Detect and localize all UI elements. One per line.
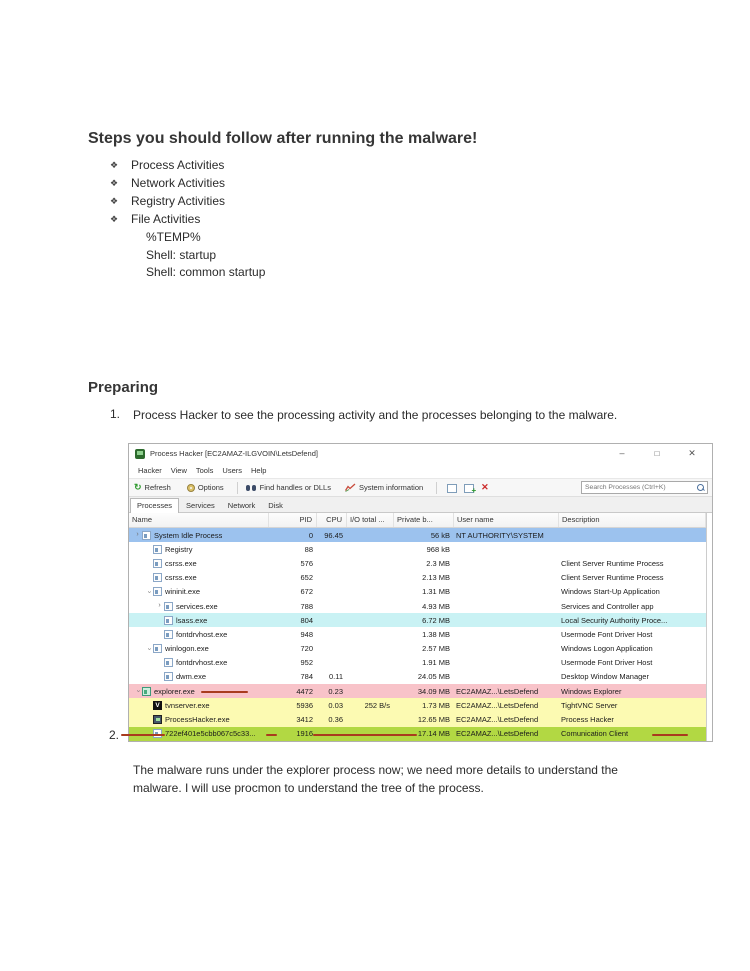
tab-services[interactable]: Services — [186, 501, 215, 510]
find-handles-button[interactable] — [246, 483, 331, 492]
process-hacker-window — [128, 443, 713, 742]
vnc-process-icon: V — [153, 701, 162, 710]
process-table — [129, 513, 706, 741]
process-name: tvnserver.exe — [165, 700, 210, 710]
menu-bar — [129, 463, 712, 478]
sub-item: Shell: startup — [146, 247, 217, 262]
process-row[interactable] — [129, 585, 706, 599]
refresh-label: Refresh — [144, 483, 171, 492]
section-heading: Preparing — [88, 379, 159, 396]
description-cell: Comunication Client — [561, 729, 629, 739]
private-bytes-cell: 2.3 MB — [426, 558, 450, 568]
tab-processes[interactable]: Processes — [130, 498, 179, 513]
system-information-label: System information — [358, 483, 424, 492]
name-cell — [129, 545, 269, 554]
description-cell: Windows Logon Application — [561, 644, 653, 654]
process-row[interactable] — [129, 599, 706, 613]
private-bytes-cell: 2.57 MB — [422, 644, 450, 654]
window-title: Process Hacker [EC2AMAZ-ILGVOIN\LetsDefend] — [150, 449, 318, 458]
sub-item: Shell: common startup — [146, 265, 266, 280]
red-annotation-line — [652, 734, 688, 736]
process-row[interactable] — [129, 727, 706, 741]
pid-cell: 88 — [304, 544, 313, 554]
bullet-label: Process Activities — [131, 158, 225, 172]
tab-bar — [129, 497, 712, 513]
process-name: csrss.exe — [165, 558, 197, 568]
bullet-label: File Activities — [131, 212, 201, 226]
menu-item-view[interactable]: View — [170, 466, 187, 475]
user-name-cell: EC2AMAZ...\LetsDefend — [456, 729, 539, 739]
process-name: dwm.exe — [176, 672, 207, 682]
graph-icon — [345, 483, 356, 492]
refresh-icon: ↻ — [134, 482, 142, 492]
menu-item-users[interactable]: Users — [222, 466, 242, 475]
process-row[interactable] — [129, 698, 706, 712]
menu-item-hacker[interactable]: Hacker — [138, 466, 162, 475]
scrollbar-gutter[interactable] — [706, 513, 712, 741]
generic-process-icon — [153, 587, 162, 596]
name-cell — [129, 644, 269, 653]
process-name: wininit.exe — [165, 587, 201, 597]
cpu-cell: 0.03 — [328, 700, 343, 710]
name-cell — [129, 573, 269, 582]
pid-cell: 1916 — [296, 729, 313, 739]
name-cell — [129, 559, 269, 568]
process-row[interactable] — [129, 571, 706, 585]
name-cell — [129, 701, 269, 710]
diamond-bullet-icon: ❖ — [110, 195, 119, 206]
private-bytes-cell: 12.65 MB — [417, 715, 450, 725]
search-icon — [696, 483, 705, 492]
refresh-button[interactable] — [134, 483, 171, 492]
process-name: Registry — [165, 544, 193, 554]
description-cell: Windows Start-Up Application — [561, 587, 660, 597]
generic-process-icon — [142, 531, 151, 540]
description-cell: Usermode Font Driver Host — [561, 629, 653, 639]
generic-process-icon — [153, 559, 162, 568]
process-name: ProcessHacker.exe — [165, 715, 230, 725]
generic-process-icon — [153, 545, 162, 554]
binoculars-icon — [246, 485, 257, 491]
pid-cell: 952 — [300, 658, 313, 668]
description-cell: Services and Controller app — [561, 601, 654, 611]
tab-disk[interactable]: Disk — [268, 501, 283, 510]
red-x-button[interactable]: ✕ — [481, 482, 489, 492]
process-name: explorer.exe — [154, 686, 195, 696]
bullet-list — [106, 156, 225, 228]
process-row[interactable] — [129, 627, 706, 641]
tab-network[interactable]: Network — [227, 501, 256, 510]
process-row[interactable] — [129, 528, 706, 542]
collapse-icon[interactable]: › — [134, 689, 142, 693]
options-button[interactable] — [187, 483, 224, 492]
options-label: Options — [197, 483, 224, 492]
process-name: services.exe — [176, 601, 218, 611]
description-cell: Client Server Runtime Process — [561, 573, 664, 583]
generic-process-icon — [164, 658, 173, 667]
column-header-name[interactable]: Name — [129, 513, 269, 527]
red-annotation-line — [266, 734, 277, 736]
pid-cell: 672 — [300, 587, 313, 597]
private-bytes-cell: 4.93 MB — [422, 601, 450, 611]
close-button[interactable]: ✕ — [688, 448, 696, 458]
menu-item-tools[interactable]: Tools — [195, 466, 214, 475]
description-cell: TightVNC Server — [561, 700, 618, 710]
process-name: fontdrvhost.exe — [176, 629, 228, 639]
bullet-item — [106, 174, 225, 192]
toolbar-separator — [436, 482, 437, 494]
gear-icon — [187, 484, 195, 492]
toolbar — [129, 478, 712, 497]
private-bytes-cell: 1.38 MB — [422, 629, 450, 639]
expand-icon[interactable]: › — [158, 602, 161, 610]
pid-cell: 720 — [300, 644, 313, 654]
process-row[interactable] — [129, 670, 706, 684]
collapse-icon[interactable]: › — [145, 647, 153, 650]
process-name: csrss.exe — [165, 573, 197, 583]
generic-process-icon — [164, 616, 173, 625]
window-outline-button[interactable] — [446, 483, 457, 493]
table-header — [129, 513, 706, 528]
sub-item-list — [146, 229, 265, 282]
private-bytes-cell: 17.14 MB — [417, 729, 450, 739]
search-box — [581, 481, 708, 494]
toolbar-separator — [237, 482, 238, 494]
pid-cell: 948 — [300, 629, 313, 639]
cpu-cell: 96.45 — [324, 530, 343, 540]
red-annotation-line — [313, 734, 417, 736]
private-bytes-cell: 2.13 MB — [422, 573, 450, 583]
description-cell: Windows Explorer — [561, 686, 622, 696]
column-header-user-name[interactable]: User name — [454, 513, 559, 527]
pid-cell: 5936 — [296, 700, 313, 710]
list-number-1: 1. — [110, 407, 121, 421]
diamond-bullet-icon: ❖ — [110, 213, 119, 224]
user-name-cell: NT AUTHORITY\SYSTEM — [456, 530, 544, 540]
generic-process-icon — [164, 630, 173, 639]
io-cell: 252 B/s — [364, 700, 390, 710]
expand-icon[interactable]: › — [136, 531, 139, 539]
name-cell — [129, 616, 269, 625]
closing-paragraph: The malware runs under the explorer process now; we need more details to understand the malware. I will use procmon to understand the tree of the process. — [133, 763, 618, 795]
column-header-description[interactable]: Description — [559, 513, 706, 527]
title-bar — [129, 444, 712, 463]
cpu-cell: 0.36 — [328, 715, 343, 725]
description-cell: Local Security Authority Proce... — [561, 615, 668, 625]
step1-text: Process Hacker to see the processing activity and the processes belonging to the malware. — [133, 408, 618, 422]
column-header-pid[interactable]: PID — [269, 513, 317, 527]
name-cell — [129, 587, 269, 596]
process-row[interactable] — [129, 542, 706, 556]
name-cell — [129, 672, 269, 681]
process-name: System Idle Process — [154, 530, 223, 540]
name-cell — [129, 630, 269, 639]
private-bytes-cell: 1.91 MB — [422, 658, 450, 668]
column-header-i-o-total-[interactable]: I/O total ... — [347, 513, 394, 527]
name-cell — [129, 715, 269, 724]
process-name: fontdrvhost.exe — [176, 658, 228, 668]
pid-cell: 784 — [300, 672, 313, 682]
private-bytes-cell: 968 kB — [426, 544, 450, 554]
private-bytes-cell: 34.09 MB — [417, 686, 450, 696]
name-cell — [129, 658, 269, 667]
pid-cell: 804 — [300, 615, 313, 625]
process-row[interactable] — [129, 556, 706, 570]
private-bytes-cell: 56 kB — [430, 530, 450, 540]
find-handles-label: Find handles or DLLs — [259, 483, 331, 492]
explorer-process-icon — [142, 687, 151, 696]
collapse-icon[interactable]: › — [145, 590, 153, 594]
description-cell: Process Hacker — [561, 715, 614, 725]
pid-cell: 4472 — [296, 686, 313, 696]
cpu-cell: 0.11 — [328, 672, 343, 682]
private-bytes-cell: 1.31 MB — [422, 587, 450, 597]
private-bytes-cell: 1.73 MB — [422, 700, 450, 710]
diamond-bullet-icon: ❖ — [110, 159, 119, 170]
private-bytes-cell: 24.05 MB — [417, 672, 450, 682]
description-cell: Client Server Runtime Process — [561, 558, 664, 568]
sub-item: %TEMP% — [146, 230, 201, 244]
list-number-2: 2. — [109, 728, 120, 742]
red-annotation-line — [121, 734, 165, 736]
cpu-cell: 0.23 — [328, 686, 343, 696]
generic-process-icon — [164, 672, 173, 681]
user-name-cell: EC2AMAZ...\LetsDefend — [456, 715, 539, 725]
process-hacker-app-icon — [135, 449, 145, 459]
description-cell: Usermode Font Driver Host — [561, 658, 653, 668]
ph-process-icon — [153, 715, 162, 724]
private-bytes-cell: 6.72 MB — [422, 615, 450, 625]
name-cell — [129, 602, 269, 611]
generic-process-icon — [153, 573, 162, 582]
process-name: lsass.exe — [176, 615, 208, 625]
pid-cell: 0 — [308, 530, 313, 540]
pid-cell: 576 — [300, 558, 313, 568]
search-processes-input[interactable] — [582, 482, 696, 493]
bullet-label: Network Activities — [131, 176, 226, 190]
generic-process-icon — [164, 602, 173, 611]
generic-process-icon — [153, 644, 162, 653]
pid-cell: 652 — [300, 573, 313, 583]
name-cell — [129, 687, 269, 696]
window-new-button[interactable] — [463, 483, 474, 493]
process-row[interactable] — [129, 712, 706, 726]
red-annotation-line — [201, 691, 248, 693]
bullet-label: Registry Activities — [131, 194, 226, 208]
process-name: winlogon.exe — [165, 644, 209, 654]
pid-cell: 788 — [300, 601, 313, 611]
menu-item-help[interactable]: Help — [251, 466, 267, 475]
system-information-button[interactable] — [345, 483, 423, 492]
bullet-item — [106, 210, 225, 228]
pid-cell: 3412 — [296, 715, 313, 725]
diamond-bullet-icon: ❖ — [110, 177, 119, 188]
column-header-cpu[interactable]: CPU — [317, 513, 347, 527]
page-title: Steps you should follow after running the malware! — [88, 130, 478, 147]
process-name: 722ef401e5cbb067c5c33... — [165, 729, 256, 739]
minimize-button[interactable]: – — [619, 448, 625, 458]
description-cell: Desktop Window Manager — [561, 672, 649, 682]
process-row[interactable] — [129, 613, 706, 627]
column-header-private-b-[interactable]: Private b... — [394, 513, 454, 527]
bullet-item — [106, 156, 225, 174]
name-cell — [129, 531, 269, 540]
process-row[interactable] — [129, 656, 706, 670]
user-name-cell: EC2AMAZ...\LetsDefend — [456, 686, 539, 696]
process-row[interactable] — [129, 642, 706, 656]
process-table-body — [129, 528, 706, 741]
user-name-cell: EC2AMAZ...\LetsDefend — [456, 700, 539, 710]
maximize-button[interactable]: □ — [654, 449, 660, 458]
bullet-item — [106, 192, 225, 210]
